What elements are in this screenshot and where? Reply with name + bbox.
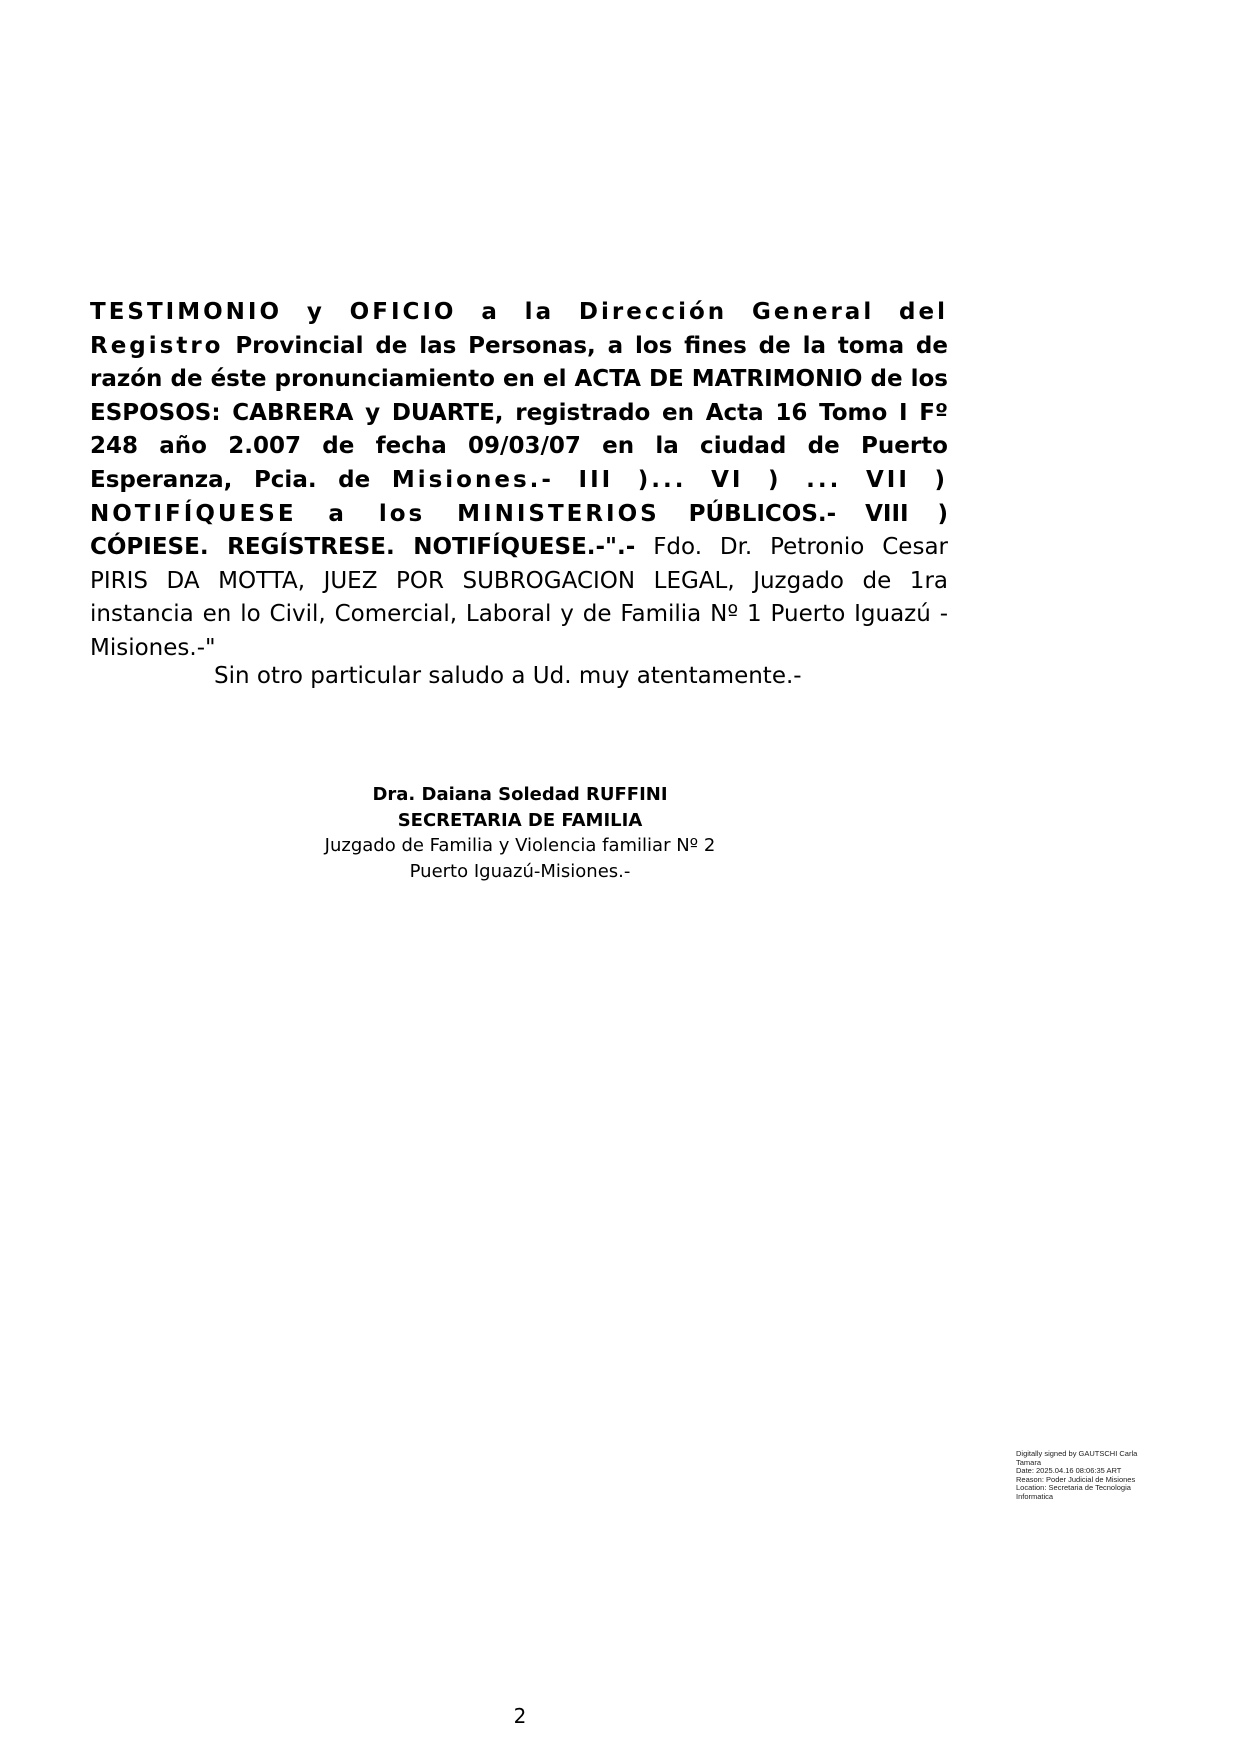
signature-court: Juzgado de Familia y Violencia familiar Nº 2 <box>324 835 716 856</box>
closing-line: Sin otro particular saludo a Ud. muy atentamente.- <box>214 663 802 689</box>
digital-signature-location-1: Location: Secretaria de Tecnologia <box>1016 1483 1131 1493</box>
digital-signature-reason: Reason: Poder Judicial de Misiones <box>1016 1474 1136 1484</box>
page-number: 2 <box>513 1704 527 1728</box>
body-bold-spaced-2: Misiones.- III )... VI ) ... VII ) NOTIFÍQUESE a los MINISTERIOS <box>90 466 948 527</box>
signature-title: SECRETARIA DE FAMILIA <box>397 809 643 831</box>
body-paragraph <box>90 296 948 666</box>
digital-signature-stamp <box>1016 1450 1166 1502</box>
digital-signature-signer-1: Digitally signed by GAUTSCHI Carla <box>1016 1449 1138 1458</box>
signature-location: Puerto Iguazú-Misiones.- <box>409 860 631 882</box>
digital-signature-date: Date: 2025.04.16 08:06:35 ART <box>1016 1466 1122 1476</box>
body-bold-1: Provincial de las Personas, a los fines de la toma de razón de éste pronunciamiento en el ACTA DE MATRIMONIO de los ESPOSOS: CABRERA y DUARTE, registrado en Acta 16 Tomo I Fº 248 año 2.007 de fecha 09/03/07 en la ciudad de Puerto Esperanza, Pcia. de <box>90 332 948 493</box>
signature-block <box>200 782 840 884</box>
body-bold-spaced-1: TESTIMONIO y OFICIO a la Dirección General del Registro <box>90 299 948 359</box>
body-bold-2: PÚBLICOS.- VIII ) CÓPIESE. REGÍSTRESE. NOTIFÍQUESE.-".- <box>90 500 948 561</box>
digital-signature-signer-2: Tamara <box>1016 1457 1042 1467</box>
body-regular-text: Fdo. Dr. Petronio Cesar PIRIS DA MOTTA, JUEZ POR SUBROGACION LEGAL, Juzgado de 1ra instancia en lo Civil, Comercial, Laboral y de Familia Nº 1 Puerto Iguazú - Misiones.-" <box>90 534 948 661</box>
signature-name: Dra. Daiana Soledad RUFFINI <box>372 784 668 805</box>
digital-signature-location-2: Informatica <box>1016 1491 1054 1501</box>
